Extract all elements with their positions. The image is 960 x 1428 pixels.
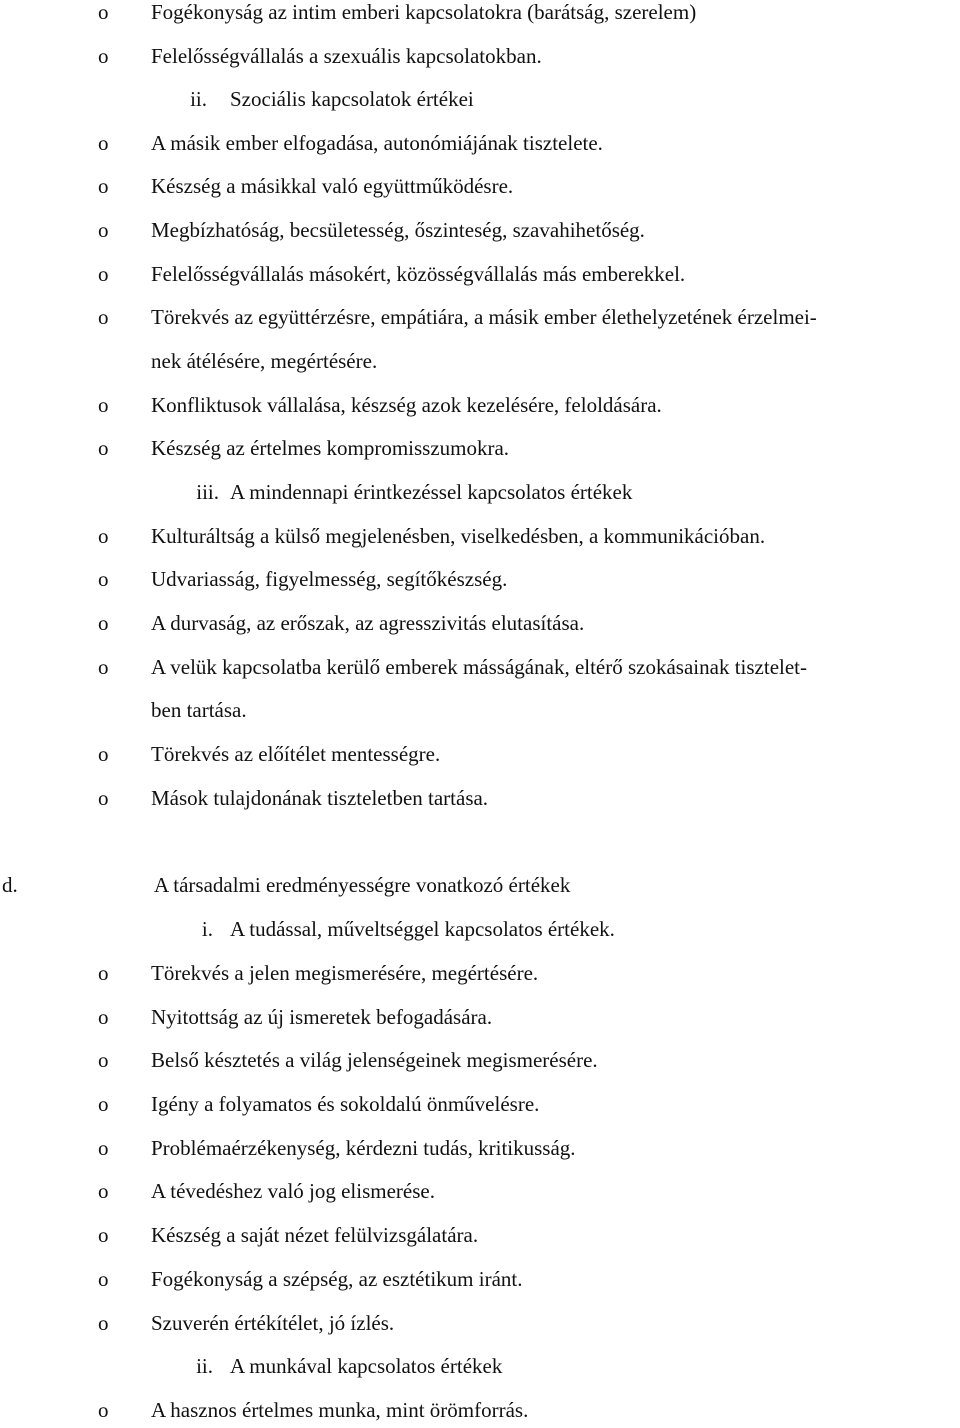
list-item-text: Megbízhatóság, becsületesség, őszinteség, szavahihetőség. — [151, 218, 645, 242]
list-item-text: Mások tulajdonának tiszteletben tartása. — [151, 786, 489, 810]
subsection-number: i. — [201, 917, 213, 941]
bullet-marker: o — [98, 611, 109, 635]
list-item-text: A tévedéshez való jog elismerése. — [151, 1179, 435, 1203]
list-item-text: A velük kapcsolatba kerülő emberek másságának, eltérő szokásainak tisztelet- — [151, 655, 808, 679]
section-letter: d. — [2, 873, 18, 897]
list-item-text: Kulturáltság a külső megjelenésben, viselkedésben, a kommunikációban. — [151, 524, 766, 548]
list-item-text: Konfliktusok vállalása, készség azok kezelésére, feloldására. — [151, 393, 662, 417]
bullet-marker: o — [98, 1048, 109, 1072]
list-item-text: Készség a másikkal való együttműködésre. — [151, 174, 514, 198]
subsection-title: Szociális kapcsolatok értékei — [230, 87, 474, 111]
bullet-marker: o — [98, 1005, 109, 1029]
list-item-text: Nyitottság az új ismeretek befogadására. — [151, 1005, 493, 1029]
subsection-title: A mindennapi érintkezéssel kapcsolatos értékek — [230, 480, 633, 504]
subsection-number: iii. — [196, 480, 219, 504]
bullet-marker: o — [98, 393, 109, 417]
bullet-marker: o — [98, 44, 109, 68]
list-item-text: A másik ember elfogadása, autonómiájának tisztelete. — [151, 131, 603, 155]
list-item-text: Problémaérzékenység, kérdezni tudás, kritikusság. — [151, 1136, 576, 1160]
list-item-text: Készség az értelmes kompromisszumokra. — [151, 436, 510, 460]
list-item-text: Szuverén értékítélet, jó ízlés. — [151, 1311, 395, 1335]
subsection-number: ii. — [196, 1354, 213, 1378]
bullet-marker: o — [98, 262, 109, 286]
list-item-text: ben tartása. — [151, 698, 247, 722]
list-item-text: Felelősségvállalás a szexuális kapcsolatokban. — [151, 44, 542, 68]
bullet-marker: o — [98, 524, 109, 548]
list-item-text: Felelősségvállalás másokért, közösségvállalás más emberekkel. — [151, 262, 686, 286]
list-item-text: Udvariasság, figyelmesség, segítőkészség. — [151, 567, 508, 591]
subsection-number: ii. — [190, 87, 207, 111]
bullet-marker: o — [98, 961, 109, 985]
list-item-text: Törekvés az együttérzésre, empátiára, a másik ember élethelyzetének érzelmei- — [151, 305, 817, 329]
bullet-marker: o — [98, 1267, 109, 1291]
bullet-marker: o — [98, 1398, 109, 1422]
bullet-marker: o — [98, 218, 109, 242]
subsection-title: A tudással, műveltséggel kapcsolatos értékek. — [230, 917, 615, 941]
bullet-marker: o — [98, 1311, 109, 1335]
bullet-marker: o — [98, 1092, 109, 1116]
list-item-text: Igény a folyamatos és sokoldalú önművelésre. — [151, 1092, 540, 1116]
list-item-text: Törekvés az előítélet mentességre. — [151, 742, 441, 766]
list-item-text: Fogékonyság a szépség, az esztétikum iránt. — [151, 1267, 523, 1291]
bullet-marker: o — [98, 131, 109, 155]
section-title: A társadalmi eredményességre vonatkozó értékek — [154, 873, 571, 897]
bullet-marker: o — [98, 436, 109, 460]
bullet-marker: o — [98, 305, 109, 329]
list-item-text: nek átélésére, megértésére. — [151, 349, 378, 373]
bullet-marker: o — [98, 0, 109, 24]
bullet-marker: o — [98, 1136, 109, 1160]
bullet-marker: o — [98, 1223, 109, 1247]
list-item-text: A hasznos értelmes munka, mint örömforrás. — [151, 1398, 529, 1422]
list-item-text: Fogékonyság az intim emberi kapcsolatokra (barátság, szerelem) — [151, 0, 697, 24]
list-item-text: Törekvés a jelen megismerésére, megértésére. — [151, 961, 539, 985]
list-item-text: Belső késztetés a világ jelenségeinek megismerésére. — [151, 1048, 598, 1072]
bullet-marker: o — [98, 567, 109, 591]
bullet-marker: o — [98, 786, 109, 810]
list-item-text: A durvaság, az erőszak, az agresszivitás elutasítása. — [151, 611, 585, 635]
subsection-title: A munkával kapcsolatos értékek — [230, 1354, 503, 1378]
bullet-marker: o — [98, 655, 109, 679]
bullet-marker: o — [98, 174, 109, 198]
bullet-marker: o — [98, 1179, 109, 1203]
bullet-marker: o — [98, 742, 109, 766]
list-item-text: Készség a saját nézet felülvizsgálatára. — [151, 1223, 479, 1247]
